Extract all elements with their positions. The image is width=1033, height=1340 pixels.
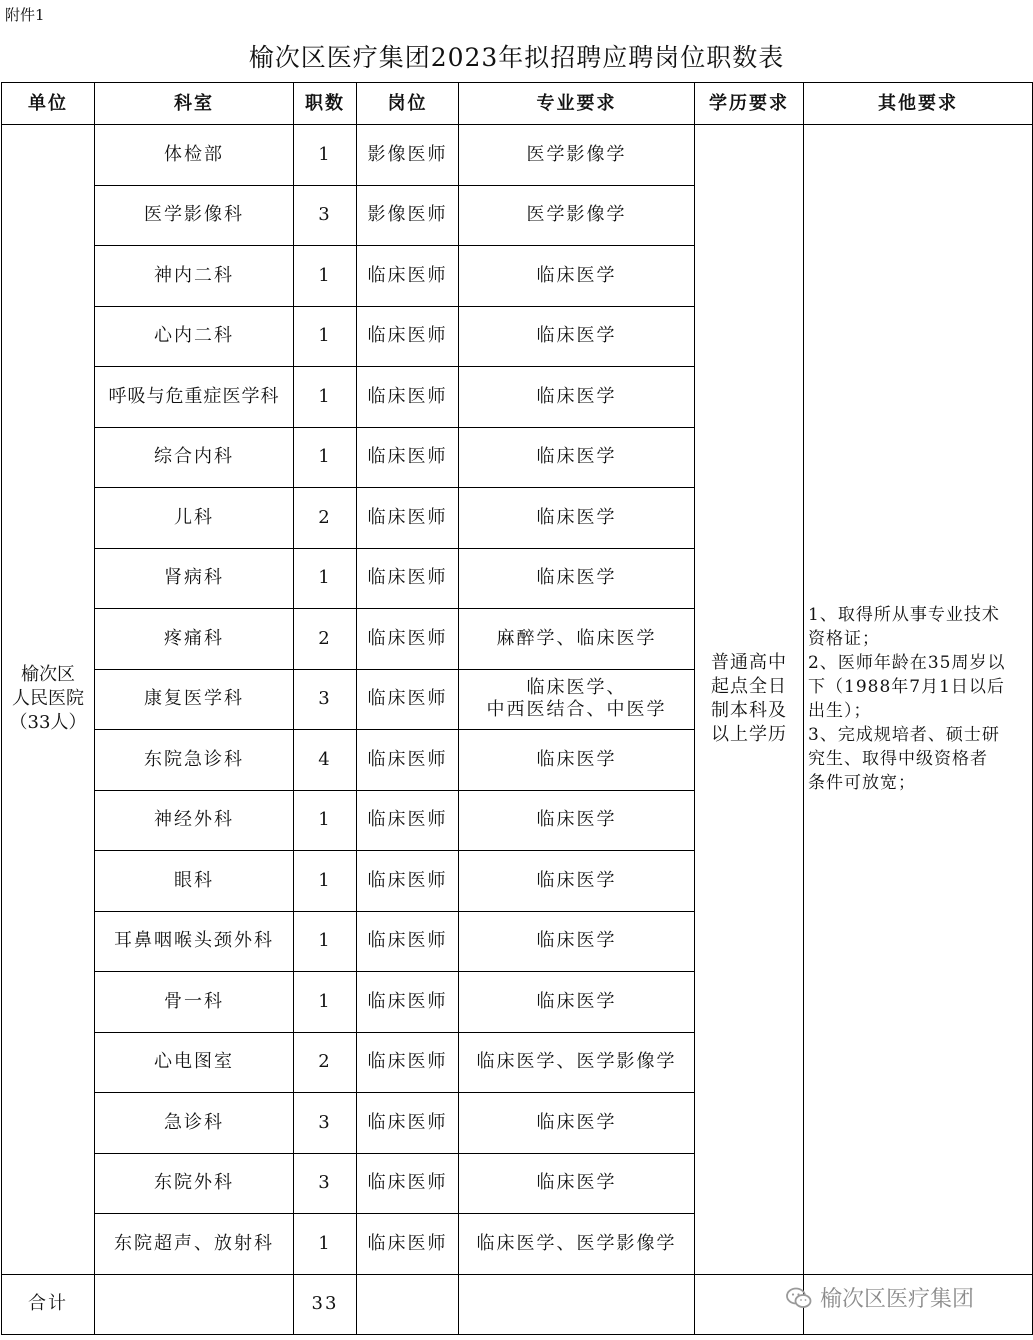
count-cell: 3	[294, 185, 357, 246]
major-cell: 医学影像学	[459, 125, 695, 186]
post-cell: 临床医师	[357, 790, 459, 851]
count-cell: 1	[294, 1214, 357, 1275]
post-cell: 临床医师	[357, 1214, 459, 1275]
education-line: 制本科及	[711, 700, 787, 722]
dept-cell: 急诊科	[95, 1093, 294, 1154]
other-line: 资格证；	[808, 629, 880, 650]
dept-cell: 综合内科	[95, 427, 294, 488]
major-cell: 临床医学、医学影像学	[459, 1032, 695, 1093]
other-line: 1、取得所从事专业技术	[808, 605, 1000, 626]
unit-line: （33人）	[9, 712, 87, 734]
dept-cell: 东院急诊科	[95, 730, 294, 791]
count-cell: 3	[294, 669, 357, 730]
count-cell: 1	[294, 911, 357, 972]
other-line: 条件可放宽；	[808, 773, 916, 794]
dept-cell: 神内二科	[95, 246, 294, 307]
major-cell: 临床医学	[459, 972, 695, 1033]
dept-cell: 神经外科	[95, 790, 294, 851]
major-cell: 临床医学	[459, 730, 695, 791]
count-cell: 1	[294, 427, 357, 488]
major-cell: 临床医学	[459, 1153, 695, 1214]
major-cell: 临床医学	[459, 427, 695, 488]
education-cell	[695, 125, 804, 1275]
dept-cell: 肾病科	[95, 548, 294, 609]
major-cell: 临床医学	[459, 1093, 695, 1154]
post-cell: 临床医师	[357, 488, 459, 549]
dept-cell: 骨一科	[95, 972, 294, 1033]
table-header-row	[2, 83, 1033, 125]
total-post-empty	[357, 1274, 459, 1334]
count-cell: 3	[294, 1153, 357, 1214]
other-line: 下（1988年7月1日以后	[808, 677, 1005, 698]
header-other: 其他要求	[804, 83, 1033, 125]
count-cell: 1	[294, 790, 357, 851]
education-line: 起点全日	[711, 676, 787, 698]
major-cell: 临床医学	[459, 306, 695, 367]
post-cell: 临床医师	[357, 1153, 459, 1214]
count-cell: 1	[294, 306, 357, 367]
header-count: 职数	[294, 83, 357, 125]
post-cell: 临床医师	[357, 1032, 459, 1093]
total-count: 33	[294, 1274, 357, 1334]
major-line: 中西医结合、中医学	[486, 699, 667, 721]
count-cell: 3	[294, 1093, 357, 1154]
header-unit: 单位	[2, 83, 95, 125]
attachment-label: 附件1	[5, 6, 45, 24]
major-cell: 临床医学	[459, 488, 695, 549]
unit-cell	[2, 125, 95, 1275]
wechat-icon	[786, 1287, 812, 1309]
dept-cell: 心内二科	[95, 306, 294, 367]
dept-cell: 呼吸与危重症医学科	[95, 367, 294, 428]
major-cell: 医学影像学	[459, 185, 695, 246]
dept-cell: 心电图室	[95, 1032, 294, 1093]
post-cell: 临床医师	[357, 427, 459, 488]
header-education: 学历要求	[695, 83, 804, 125]
dept-cell: 耳鼻咽喉头颈外科	[95, 911, 294, 972]
other-line: 2、医师年龄在35周岁以	[808, 653, 1006, 674]
dept-cell: 康复医学科	[95, 669, 294, 730]
dept-cell: 东院外科	[95, 1153, 294, 1214]
major-cell: 临床医学	[459, 367, 695, 428]
unit-line: 榆次区	[21, 664, 75, 686]
count-cell: 1	[294, 972, 357, 1033]
major-cell: 临床医学	[459, 790, 695, 851]
dept-cell: 儿科	[95, 488, 294, 549]
major-cell: 临床医学	[459, 911, 695, 972]
post-cell: 影像医师	[357, 125, 459, 186]
count-cell: 1	[294, 548, 357, 609]
dept-cell: 医学影像科	[95, 185, 294, 246]
dept-cell: 眼科	[95, 851, 294, 912]
header-dept: 科室	[95, 83, 294, 125]
post-cell: 临床医师	[357, 367, 459, 428]
other-line: 究生、取得中级资格者	[808, 749, 988, 770]
count-cell: 2	[294, 609, 357, 670]
table-row	[2, 125, 1033, 186]
dept-cell: 东院超声、放射科	[95, 1214, 294, 1275]
watermark-text: 榆次区医疗集团	[820, 1287, 975, 1312]
positions-table	[1, 82, 1033, 1335]
post-cell: 影像医师	[357, 185, 459, 246]
post-cell: 临床医师	[357, 972, 459, 1033]
header-major: 专业要求	[459, 83, 695, 125]
post-cell: 临床医师	[357, 730, 459, 791]
post-cell: 临床医师	[357, 306, 459, 367]
education-line: 以上学历	[711, 724, 787, 746]
header-post: 岗位	[357, 83, 459, 125]
other-line: 出生）；	[808, 701, 872, 722]
count-cell: 1	[294, 851, 357, 912]
major-cell: 临床医学	[459, 246, 695, 307]
major-cell: 临床医学、医学影像学	[459, 1214, 695, 1275]
major-line: 临床医学、	[526, 677, 627, 699]
total-dept-empty	[95, 1274, 294, 1334]
watermark	[786, 1282, 974, 1313]
post-cell: 临床医师	[357, 851, 459, 912]
major-cell: 临床医学	[459, 851, 695, 912]
count-cell: 4	[294, 730, 357, 791]
page-title: 榆次区医疗集团2023年拟招聘应聘岗位职数表	[248, 43, 785, 72]
count-cell: 2	[294, 488, 357, 549]
post-cell: 临床医师	[357, 609, 459, 670]
total-major-empty	[459, 1274, 695, 1334]
post-cell: 临床医师	[357, 669, 459, 730]
other-requirements-cell	[804, 125, 1033, 1275]
count-cell: 2	[294, 1032, 357, 1093]
education-line: 普通高中	[711, 652, 787, 674]
post-cell: 临床医师	[357, 911, 459, 972]
dept-cell: 体检部	[95, 125, 294, 186]
count-cell: 1	[294, 367, 357, 428]
major-cell: 临床医学	[459, 548, 695, 609]
other-line: 3、完成规培者、硕士研	[808, 725, 1000, 746]
major-cell	[459, 669, 695, 730]
dept-cell: 疼痛科	[95, 609, 294, 670]
count-cell: 1	[294, 246, 357, 307]
post-cell: 临床医师	[357, 1093, 459, 1154]
major-cell: 麻醉学、临床医学	[459, 609, 695, 670]
unit-line: 人民医院	[12, 688, 84, 710]
post-cell: 临床医师	[357, 246, 459, 307]
post-cell: 临床医师	[357, 548, 459, 609]
total-label: 合计	[2, 1274, 95, 1334]
count-cell: 1	[294, 125, 357, 186]
